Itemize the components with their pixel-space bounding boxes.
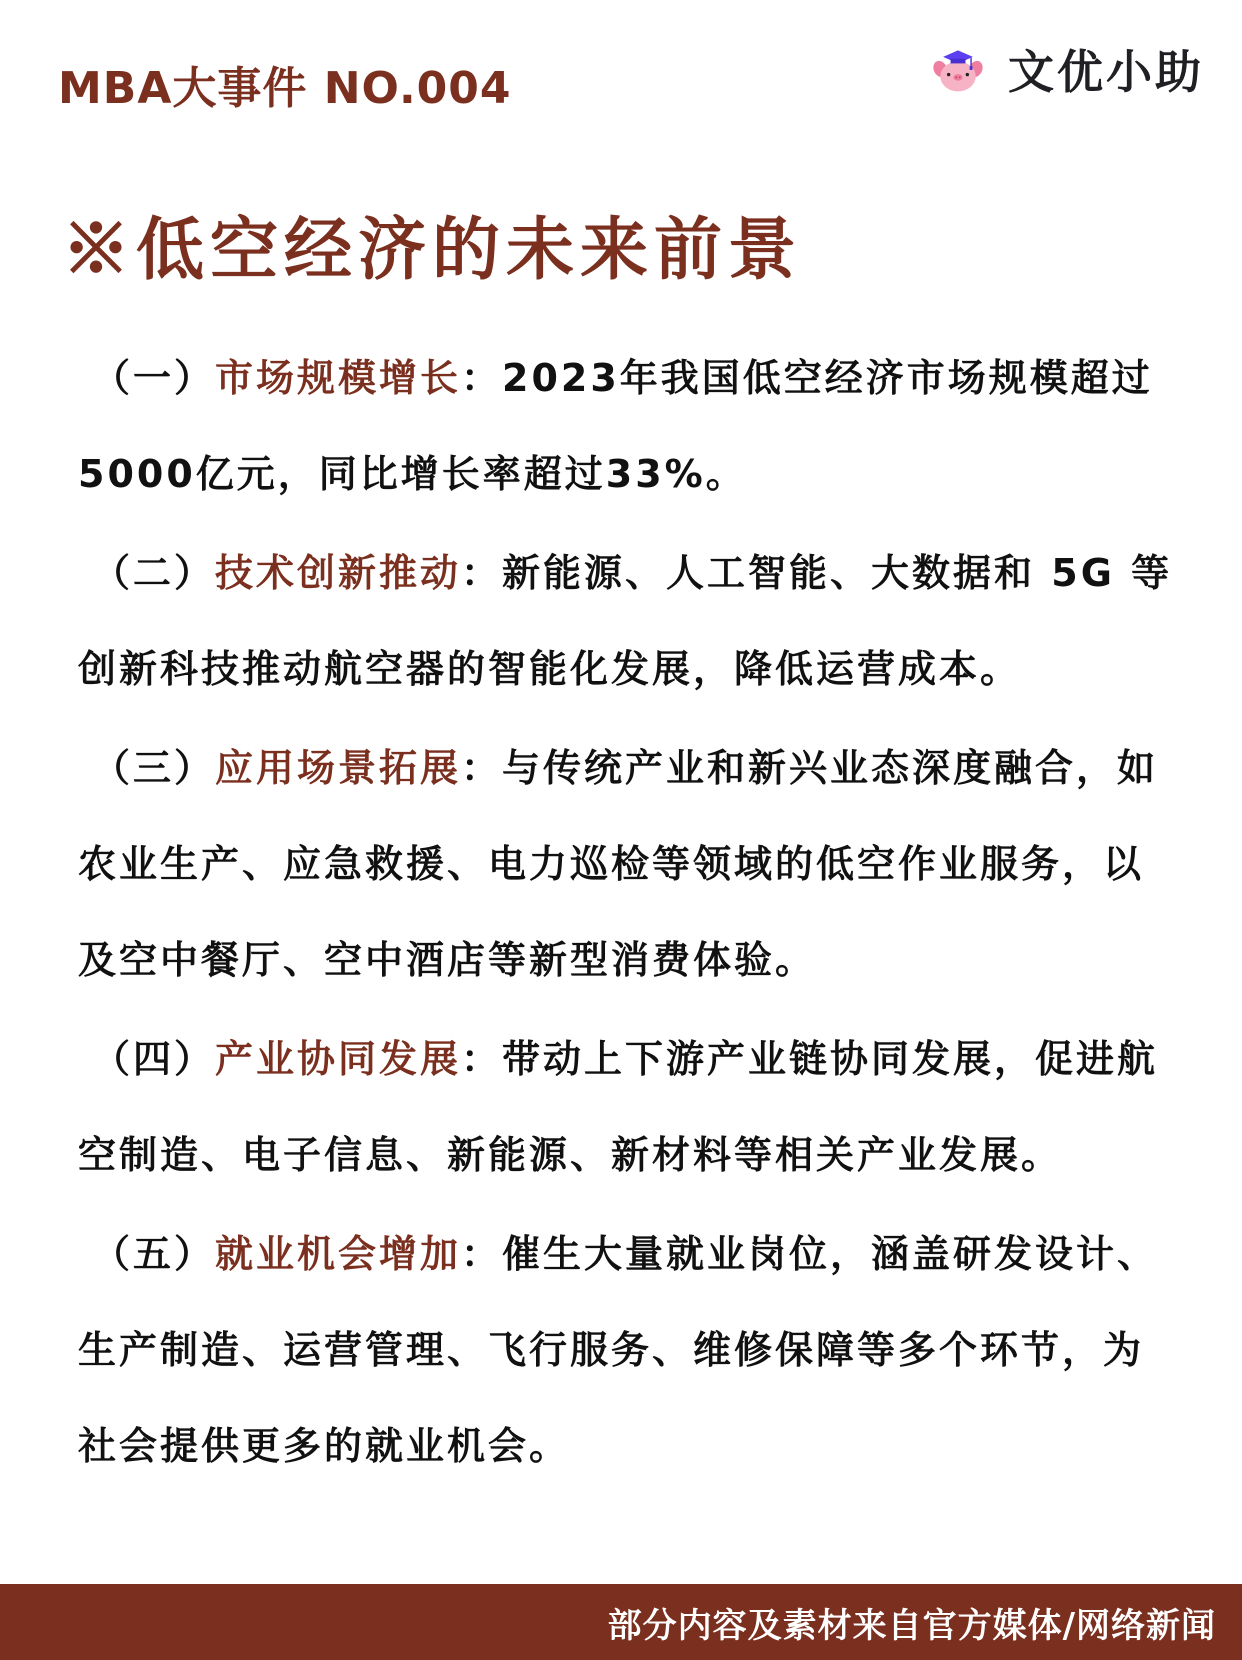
section-keyword: 技术创新推动 xyxy=(215,551,462,595)
section-number: （五） xyxy=(92,1232,216,1276)
section-keyword: 产业协同发展 xyxy=(215,1037,462,1081)
section-text: 新能源、人工智能、大数据和 5G 等创新科技推动航空器的智能化发展，降低运营成本。 xyxy=(78,551,1173,691)
section-colon: ： xyxy=(461,1037,503,1081)
section-3 xyxy=(78,720,1178,1008)
section-number: （四） xyxy=(92,1037,216,1081)
section-4 xyxy=(78,1011,1178,1203)
section-colon: ： xyxy=(461,551,503,595)
section-text: 与传统产业和新兴业态深度融合，如农业生产、应急救援、电力巡检等领域的低空作业服务，以及空中餐厅、空中酒店等新型消费体验。 xyxy=(78,746,1159,982)
section-keyword: 就业机会增加 xyxy=(215,1232,462,1276)
section-colon: ： xyxy=(461,356,503,400)
section-keyword: 应用场景拓展 xyxy=(215,746,462,790)
section-keyword: 市场规模增长 xyxy=(215,356,462,400)
section-2 xyxy=(78,525,1178,717)
section-number: （二） xyxy=(92,551,216,595)
section-5 xyxy=(78,1206,1178,1494)
section-text: 带动上下游产业链协同发展，促进航空制造、电子信息、新能源、新材料等相关产业发展。 xyxy=(78,1037,1159,1177)
series-tag: MBA大事件 NO.004 xyxy=(58,63,512,114)
section-text: 催生大量就业岗位，涵盖研发设计、生产制造、运营管理、飞行服务、维修保障等多个环节，为社会提供更多的就业机会。 xyxy=(78,1232,1159,1468)
section-number: （三） xyxy=(92,746,216,790)
pig-graduation-cap-icon xyxy=(930,41,986,97)
content xyxy=(78,330,1178,1497)
source-disclaimer: 部分内容及素材来自官方媒体/网络新闻 xyxy=(607,1605,1216,1646)
section-colon: ： xyxy=(461,746,503,790)
footer-banner xyxy=(0,1584,1242,1660)
section-1 xyxy=(78,330,1178,522)
section-number: （一） xyxy=(92,356,216,400)
brand-name: 文优小助 xyxy=(1008,45,1204,99)
page-title: ※低空经济的未来前景 xyxy=(62,210,803,290)
brand xyxy=(930,36,1204,102)
section-text: 2023年我国低空经济市场规模超过5000亿元，同比增长率超过33%。 xyxy=(78,356,1153,496)
section-colon: ： xyxy=(461,1232,503,1276)
